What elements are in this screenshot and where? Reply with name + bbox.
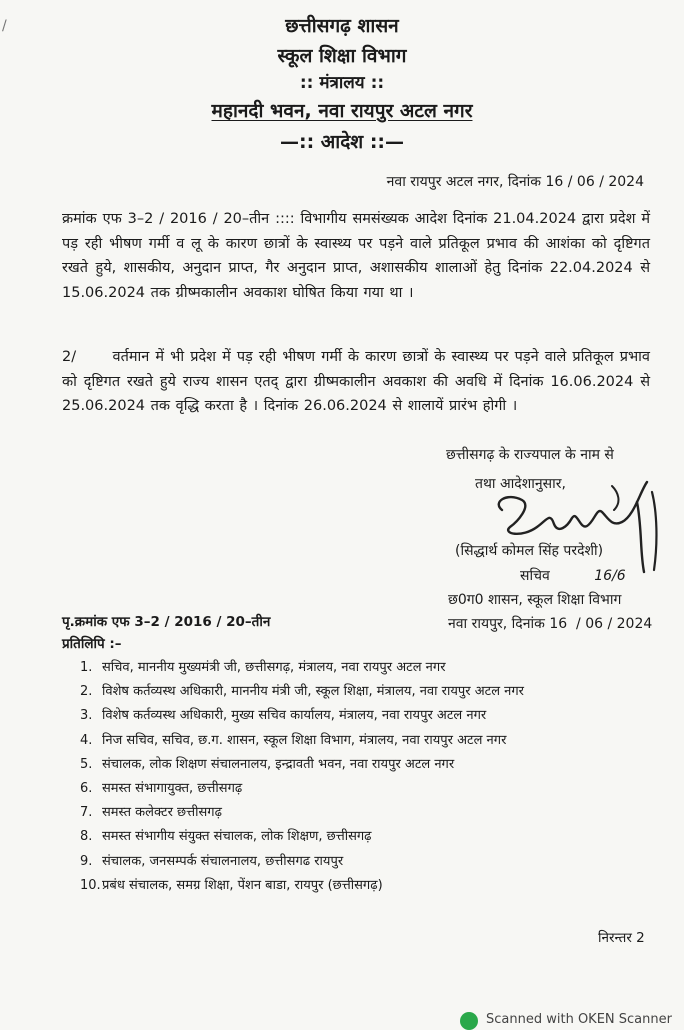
order-dateline: नवा रायपुर अटल नगर, दिनांक 16 / 06 / 2024 [386, 174, 644, 190]
scanner-watermark: Scanned with OKEN Scanner [486, 1012, 672, 1027]
list-item [80, 801, 524, 825]
list-item [80, 656, 524, 680]
list-item-text: समस्त कलेक्टर छत्तीसगढ़ [102, 805, 222, 821]
list-item [80, 680, 524, 704]
header-department: स्कूल शिक्षा विभाग [277, 45, 407, 67]
header-address: महानदी भवन, नवा रायपुर अटल नगर [211, 100, 473, 122]
endorsement-ref-number: पृ.क्रमांक एफ 3–2 / 2016 / 20–तीन [62, 614, 271, 630]
signatory-name: (सिद्धार्थ कोमल सिंह परदेशी) [455, 543, 604, 559]
list-item-text: संचालक, जनसम्पर्क संचालनालय, छत्तीसगढ रायपुर [102, 853, 344, 869]
list-item-number: 7. [80, 805, 93, 821]
signatory-office: छ0ग0 शासन, स्कूल शिक्षा विभाग [448, 592, 622, 608]
designation-text: सचिव [520, 568, 550, 584]
list-item-text: समस्त संभागायुक्त, छत्तीसगढ़ [102, 780, 243, 796]
signatory-designation [520, 566, 626, 585]
list-item-text: प्रबंध संचालक, समग्र शिक्षा, पेंशन बाडा, रायपुर (छत्तीसगढ़) [102, 877, 383, 893]
list-item-number: 4. [80, 732, 93, 748]
continued-marker: निरन्तर 2 [598, 930, 645, 946]
signatory-place-date: नवा रायपुर, दिनांक 16 / 06 / 2024 [448, 616, 653, 632]
scanner-logo-icon [460, 1012, 478, 1030]
header-government: छत्तीसगढ़ शासन [285, 15, 399, 37]
list-item [80, 850, 524, 874]
list-item [80, 753, 524, 777]
list-item-text: संचालक, लोक शिक्षण संचालनालय, इन्द्रावती भवन, नवा रायपुर अटल नगर [102, 756, 455, 772]
order-paragraph-1: क्रमांक एफ 3–2 / 2016 / 20–तीन :::: विभागीय समसंख्यक आदेश दिनांक 21.04.2024 द्वारा प्रदेश में पड़ रही भीषण गर्मी व लू के कारण छात्रों के स्वास्थ्य पर पड़ने वाले प्रतिकूल प्रभाव की आशंका को दृष्टिगत रखते हुये, शासकीय, अनुदान प्राप्त, गैर अनुदान प्राप्त, अशासकीय शालाओं हेतु दिनांक 22.04.2024 से 15.06.2024 तक ग्रीष्मकालीन अवकाश घोषित किया गया था । [62, 211, 650, 301]
edge-mark: / [2, 18, 7, 34]
copy-to-heading: प्रतिलिपि :– [62, 636, 122, 652]
list-item [80, 777, 524, 801]
list-item-text: सचिव, माननीय मुख्यमंत्री जी, छत्तीसगढ़, मंत्रालय, नवा रायपुर अटल नगर [102, 660, 446, 675]
list-item-text: निज सचिव, सचिव, छ.ग. शासन, स्कूल शिक्षा विभाग, मंत्रालय, नवा रायपुर अटल नगर [102, 732, 507, 748]
list-item-text: विशेष कर्तव्यस्थ अधिकारी, मुख्य सचिव कार्यालय, मंत्रालय, नवा रायपुर अटल नगर [102, 708, 487, 724]
signature-order-line: तथा आदेशानुसार, [475, 476, 566, 492]
list-item-number: 3. [80, 708, 93, 724]
list-item [80, 704, 524, 728]
signature-authority-line: छत्तीसगढ़ के राज्यपाल के नाम से [446, 447, 614, 463]
list-item-number: 8. [80, 829, 93, 845]
header-ministry: :: मंत्रालय :: [299, 73, 385, 93]
list-item [80, 874, 524, 898]
order-paragraph-2: 2/ वर्तमान में भी प्रदेश में पड़ रही भीषण गर्मी के कारण छात्रों के स्वास्थ्य पर पड़ने वाले प्रतिकूल प्रभाव को दृष्टिगत रखते हुये राज्य शासन एतद् द्वारा ग्रीष्मकालीन अवकाश की अवधि में दिनांक 16.06.2024 से 25.06.2024 तक वृद्धि करता है । दिनांक 26.06.2024 से शालायें प्रारंभ होगी । [62, 349, 656, 414]
list-item-number: 10. [80, 877, 101, 893]
list-item [80, 825, 524, 849]
handwritten-date: 16/6 [594, 568, 626, 584]
list-item-number: 2. [80, 684, 93, 700]
header-order-title: —:: आदेश ::— [279, 131, 405, 153]
list-item [80, 729, 524, 753]
list-item-text: विशेष कर्तव्यस्थ अधिकारी, माननीय मंत्री जी, स्कूल शिक्षा, मंत्रालय, नवा रायपुर अटल नगर [102, 684, 524, 700]
list-item-number: 1. [80, 660, 93, 675]
list-item-number: 6. [80, 780, 93, 796]
list-item-text: समस्त संभागीय संयुक्त संचालक, लोक शिक्षण, छत्तीसगढ़ [102, 829, 372, 845]
list-item-number: 5. [80, 756, 93, 772]
list-item-number: 9. [80, 853, 93, 869]
copy-to-list [80, 656, 524, 898]
